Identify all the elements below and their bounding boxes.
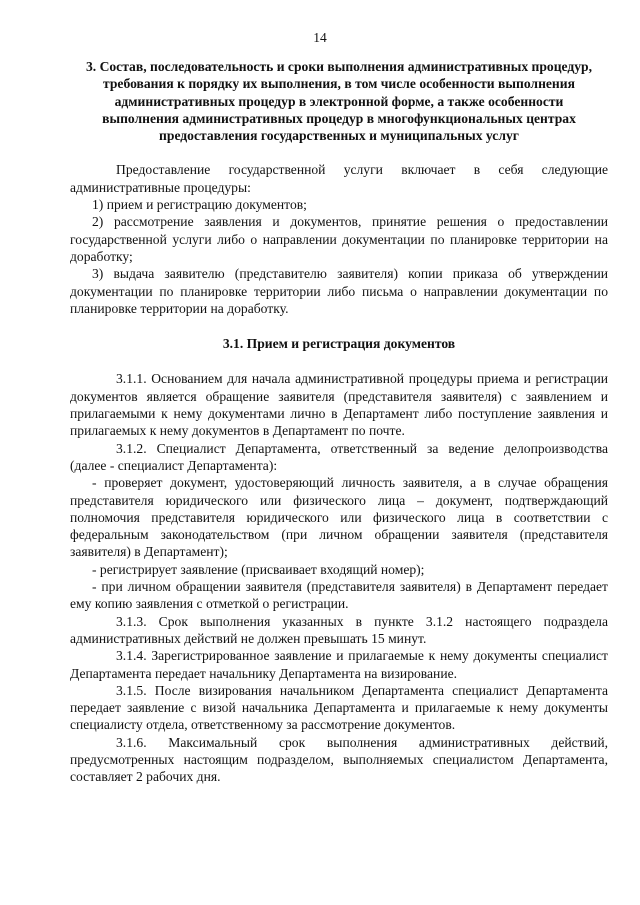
clause-3-1-2-item-3: - при личном обращении заявителя (представителя заявителя) в Департамент передает ему копию заявления с отметкой о регистрации. — [70, 579, 608, 612]
subsection-heading: 3.1. Прием и регистрация документов — [222, 336, 456, 352]
intro-paragraph: Предоставление государственной услуги включает в себя следующие административные процедуры: — [70, 162, 608, 195]
clause-3-1-1: 3.1.1. Основанием для начала административной процедуры приема и регистрации документов является обращение заявителя (представителя заявителя) с заявлением и прилагаемыми к нему документами лично в Департамент либо поступление заявления и прилагаемых к нему документов в Департамент по почте. — [70, 371, 608, 439]
clause-3-1-2: 3.1.2. Специалист Департамента, ответственный за ведение делопроизводства (далее - специалист Департамента): — [70, 440, 608, 473]
section-heading: 3. Состав, последовательность и сроки выполнения административных процедур, требования к порядку их выполнения, в том числе особенности выполнения административных процедур в электронной форме, а также особенности выполнения административных процедур в многофункциональных центрах предоставления государственных и муниципальных услуг — [85, 59, 593, 144]
clause-3-1-4: 3.1.4. Зарегистрированное заявление и прилагаемые к нему документы специалист Департамента передает начальнику Департамента на визирование. — [70, 648, 608, 681]
clause-3-1-2-item-2: - регистрирует заявление (присваивает входящий номер); — [92, 561, 425, 577]
document-body — [70, 58, 608, 786]
procedure-item-2: 2) рассмотрение заявления и документов, принятие решения о предоставлении государственной услуги либо о направлении документации по планировке территории на доработку; — [70, 214, 608, 264]
page-number: 14 — [313, 30, 327, 45]
clause-3-1-5: 3.1.5. После визирования начальником Департамента специалист Департамента передает заявление с визой начальника Департамента и прилагаемые к нему документы специалисту отдела, ответственному за рассмотрение документов. — [70, 682, 608, 733]
clause-3-1-2-item-1: - проверяет документ, удостоверяющий личность заявителя, а в случае обращения представителя юридического или физического лица – документ, подтверждающий полномочия представителя юридического или физического лица в соответствии с федеральным законодательством (при личном обращении заявителя (представителя заявителя) в Департамент); — [70, 475, 608, 560]
clause-3-1-3: 3.1.3. Срок выполнения указанных в пункте 3.1.2 настоящего подраздела административных действий не должен превышать 15 минут. — [70, 613, 608, 646]
clause-3-1-6: 3.1.6. Максимальный срок выполнения административных действий, предусмотренных настоящим подразделом, выполняемых специалистом Департамента, составляет 2 рабочих дня. — [70, 734, 608, 785]
procedure-item-1: 1) прием и регистрацию документов; — [92, 197, 307, 213]
procedure-item-3: 3) выдача заявителю (представителю заявителя) копии приказа об утверждении документации по планировке территории либо письма о направлении документации по планировке территории на доработку. — [70, 266, 608, 316]
